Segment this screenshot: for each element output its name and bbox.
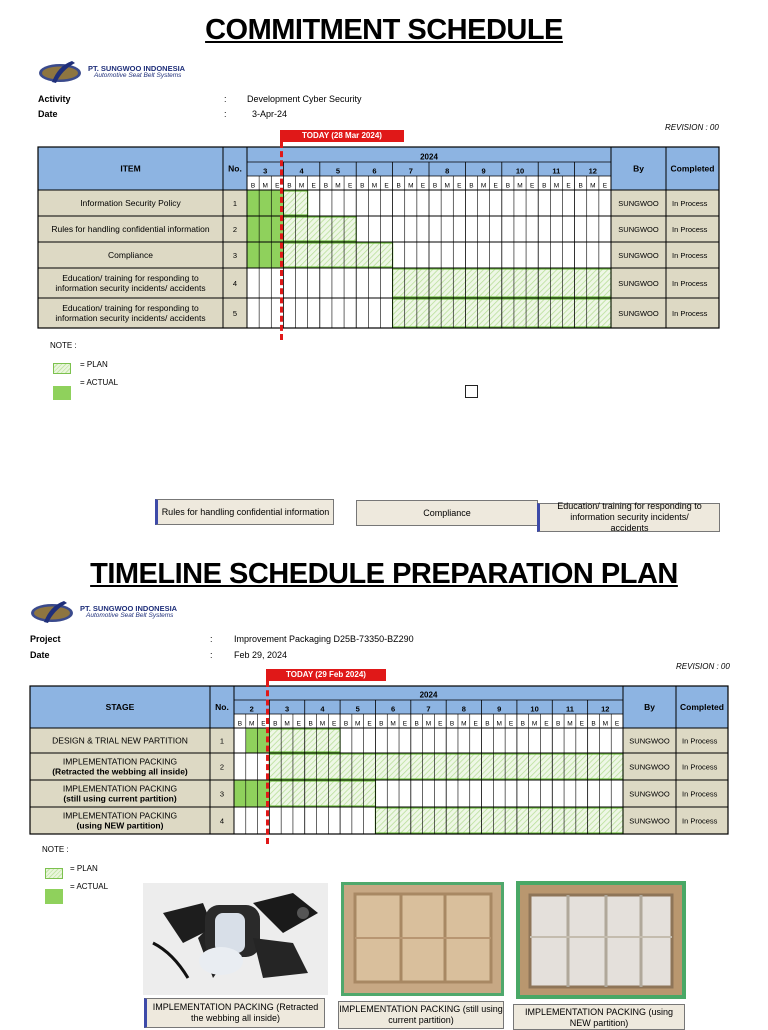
plan-bar <box>375 808 623 833</box>
row-item-label: Compliance <box>108 250 153 260</box>
week-code: E <box>311 182 316 190</box>
week-code: B <box>432 182 438 190</box>
company-tagline: Automotive Seat Belt Systems <box>94 71 182 79</box>
month-header: 4 <box>299 166 304 176</box>
info-colon: : <box>210 650 213 660</box>
note-label: NOTE : <box>50 341 77 350</box>
week-code: E <box>579 720 584 728</box>
row-completed: In Process <box>672 225 708 234</box>
week-code: E <box>602 182 608 190</box>
month-header: 11 <box>565 704 574 714</box>
month-header: 10 <box>530 704 539 714</box>
month-header: 8 <box>461 704 466 714</box>
week-code: M <box>567 720 573 728</box>
caption-compliance: Compliance <box>356 500 538 526</box>
cardboard-box-new-partition-photo <box>516 881 686 999</box>
row-by: SUNGWOO <box>618 309 659 318</box>
week-code: M <box>590 182 596 190</box>
week-code: E <box>275 182 280 190</box>
info-colon: : <box>210 634 213 644</box>
week-code: M <box>408 182 414 190</box>
year-header: 2024 <box>420 152 438 162</box>
row-completed: In Process <box>672 199 708 208</box>
company-name: PT. SUNGWOO INDONESIA <box>80 603 178 613</box>
week-code: E <box>457 182 462 190</box>
legend-actual-label: = ACTUAL <box>80 378 119 387</box>
row-completed: In Process <box>682 789 718 799</box>
row-by: SUNGWOO <box>629 789 670 799</box>
week-code: B <box>578 182 583 190</box>
month-header: 10 <box>515 166 525 176</box>
info-value-date: 3-Apr-24 <box>252 109 288 119</box>
legend-plan-label: = PLAN <box>80 360 108 369</box>
week-code: B <box>555 720 561 728</box>
week-code: M <box>262 182 268 190</box>
week-code: B <box>379 720 384 728</box>
note-label: NOTE : <box>42 845 69 854</box>
week-code: M <box>335 182 341 190</box>
row-number: 4 <box>219 816 225 826</box>
info-label-project: Project <box>30 634 61 644</box>
company-tagline: Automotive Seat Belt Systems <box>86 611 174 619</box>
row-item-label: IMPLEMENTATION PACKING <box>62 756 178 767</box>
row-item-label: Education/ training for responding to <box>62 273 199 283</box>
week-code: M <box>319 720 326 728</box>
week-code: E <box>529 182 535 190</box>
month-header: 9 <box>481 166 486 176</box>
commitment-schedule-title: COMMITMENT SCHEDULE <box>205 14 563 46</box>
caption-current-partition: IMPLEMENTATION PACKING (still using current partition) <box>338 1001 504 1029</box>
week-code: B <box>273 720 278 728</box>
week-code: M <box>553 182 560 190</box>
row-item-label: IMPLEMENTATION PACKING <box>62 783 178 794</box>
week-code: M <box>461 720 467 728</box>
month-header: 8 <box>445 166 450 176</box>
row-completed: In Process <box>682 816 718 826</box>
week-code: E <box>347 182 353 190</box>
week-code: B <box>485 720 490 728</box>
month-header: 7 <box>426 704 431 714</box>
seat-belt-retractor-photo <box>143 883 328 995</box>
row-by: SUNGWOO <box>618 199 659 208</box>
week-code: B <box>250 182 256 190</box>
week-code: B <box>308 720 313 728</box>
row-by: SUNGWOO <box>618 279 659 288</box>
month-header: 3 <box>263 166 268 176</box>
row-number: 3 <box>232 251 238 260</box>
week-code: B <box>591 720 596 728</box>
info-label-date: Date <box>30 650 50 660</box>
week-code: E <box>367 720 372 728</box>
month-header: 7 <box>408 166 413 176</box>
week-code: E <box>508 720 514 728</box>
by-header: By <box>633 163 644 174</box>
week-code: E <box>566 182 571 190</box>
week-code: E <box>544 720 549 728</box>
item-header: STAGE <box>105 702 135 712</box>
row-by: SUNGWOO <box>629 736 670 746</box>
row-by: SUNGWOO <box>629 816 670 826</box>
company-name: PT. SUNGWOO INDONESIA <box>88 63 186 73</box>
timeline-schedule-title: TIMELINE SCHEDULE PREPARATION PLAN <box>90 558 678 590</box>
row-completed: In Process <box>672 309 708 318</box>
row-number: 1 <box>232 199 238 208</box>
info-value-project: Improvement Packaging D25B-73350-BZ290 <box>234 634 414 644</box>
month-header: 9 <box>497 704 502 714</box>
month-header: 6 <box>372 166 377 176</box>
info-value-activity: Development Cyber Security <box>247 94 362 104</box>
month-header: 11 <box>552 166 561 176</box>
row-number: 5 <box>232 309 238 318</box>
week-code: M <box>284 720 290 728</box>
week-code: E <box>384 182 389 190</box>
today-marker-label: TODAY (28 Mar 2024) <box>280 130 404 142</box>
completed-header: Completed <box>680 702 724 712</box>
legend-actual-swatch <box>45 889 63 904</box>
week-code: M <box>371 182 378 190</box>
row-item-label: (Retracted the webbing all inside) <box>52 766 188 777</box>
week-code: M <box>517 182 523 190</box>
week-code: E <box>402 720 408 728</box>
week-code: M <box>531 720 538 728</box>
row-completed: In Process <box>682 762 718 772</box>
no-header: No. <box>215 702 229 712</box>
cardboard-box-current-partition-photo <box>341 882 504 996</box>
week-code: E <box>473 720 478 728</box>
info-colon: : <box>224 109 227 119</box>
year-header: 2024 <box>419 690 438 700</box>
row-item-label: Education/ training for responding to <box>62 303 199 313</box>
week-code: E <box>438 720 443 728</box>
week-code: B <box>343 720 349 728</box>
legend-plan-swatch <box>45 868 63 879</box>
week-code: B <box>287 182 292 190</box>
by-header: By <box>644 702 655 712</box>
info-value-date: Feb 29, 2024 <box>234 650 288 660</box>
revision-label: REVISION : 00 <box>665 123 719 132</box>
row-item-label: information security incidents/ accidents <box>55 283 206 293</box>
row-by: SUNGWOO <box>629 762 670 772</box>
week-code: E <box>296 720 302 728</box>
row-by: SUNGWOO <box>618 251 659 260</box>
month-header: 5 <box>335 166 341 176</box>
month-header: 4 <box>320 704 325 714</box>
caption-retracted-webbing: IMPLEMENTATION PACKING (Retracted the webbing all inside) <box>144 998 325 1028</box>
week-code: M <box>425 720 432 728</box>
info-colon: : <box>224 94 227 104</box>
row-completed: In Process <box>672 279 708 288</box>
week-code: M <box>480 182 487 190</box>
row-completed: In Process <box>682 736 718 746</box>
month-header: 3 <box>284 704 290 714</box>
revision-label: REVISION : 00 <box>676 662 730 671</box>
month-header: 5 <box>355 704 360 714</box>
caption-new-partition: IMPLEMENTATION PACKING (using NEW partition) <box>513 1004 685 1030</box>
week-code: M <box>444 182 450 190</box>
row-item-label: Rules for handling confidential information <box>51 224 210 234</box>
week-code: B <box>449 720 455 728</box>
actual-bar <box>234 780 269 807</box>
row-item-label: Information Security Policy <box>80 198 181 208</box>
week-code: M <box>496 720 502 728</box>
legend-actual-label: = ACTUAL <box>70 882 109 891</box>
today-line <box>266 681 269 844</box>
month-header: 6 <box>391 704 396 714</box>
month-header: 12 <box>588 166 597 176</box>
week-code: M <box>390 720 396 728</box>
legend-plan-label: = PLAN <box>70 864 98 873</box>
row-completed: In Process <box>672 251 708 260</box>
row-item-label: (still using current partition) <box>63 793 177 804</box>
month-header: 2 <box>249 704 254 714</box>
week-code: E <box>261 720 266 728</box>
week-code: B <box>505 182 511 190</box>
row-number: 4 <box>232 279 238 288</box>
week-code: B <box>360 182 365 190</box>
row-item-label: (using NEW partition) <box>76 820 164 831</box>
week-code: E <box>420 182 426 190</box>
week-code: M <box>248 720 255 728</box>
caption-rules: Rules for handling confidential information <box>155 499 334 525</box>
row-number: 3 <box>219 789 225 799</box>
month-header: 12 <box>601 704 610 714</box>
no-header: No. <box>228 163 242 174</box>
row-by: SUNGWOO <box>618 225 659 234</box>
today-marker-label: TODAY (29 Feb 2024) <box>266 669 386 681</box>
week-code: E <box>614 720 620 728</box>
week-code: M <box>298 182 305 190</box>
info-label-date: Date <box>38 109 58 119</box>
week-code: B <box>520 720 525 728</box>
week-code: E <box>332 720 337 728</box>
week-code: E <box>493 182 498 190</box>
week-code: B <box>323 182 329 190</box>
week-code: B <box>414 720 419 728</box>
row-number: 1 <box>219 736 225 746</box>
week-code: B <box>237 720 243 728</box>
week-code: B <box>542 182 547 190</box>
plan-bar <box>269 781 375 806</box>
week-code: B <box>396 182 401 190</box>
completed-header: Completed <box>670 163 715 174</box>
row-number: 2 <box>219 762 225 772</box>
info-label-activity: Activity <box>38 94 71 104</box>
week-code: M <box>355 720 361 728</box>
row-item-label: DESIGN & TRIAL NEW PARTITION <box>52 735 188 746</box>
row-item-label: information security incidents/ accidents <box>55 313 206 323</box>
week-code: B <box>469 182 474 190</box>
row-number: 2 <box>232 225 238 234</box>
week-code: M <box>602 720 609 728</box>
caption-education: Education/ training for responding to information security incidents/ accidents <box>537 503 720 532</box>
item-header: ITEM <box>120 163 141 174</box>
row-item-label: IMPLEMENTATION PACKING <box>62 810 178 821</box>
